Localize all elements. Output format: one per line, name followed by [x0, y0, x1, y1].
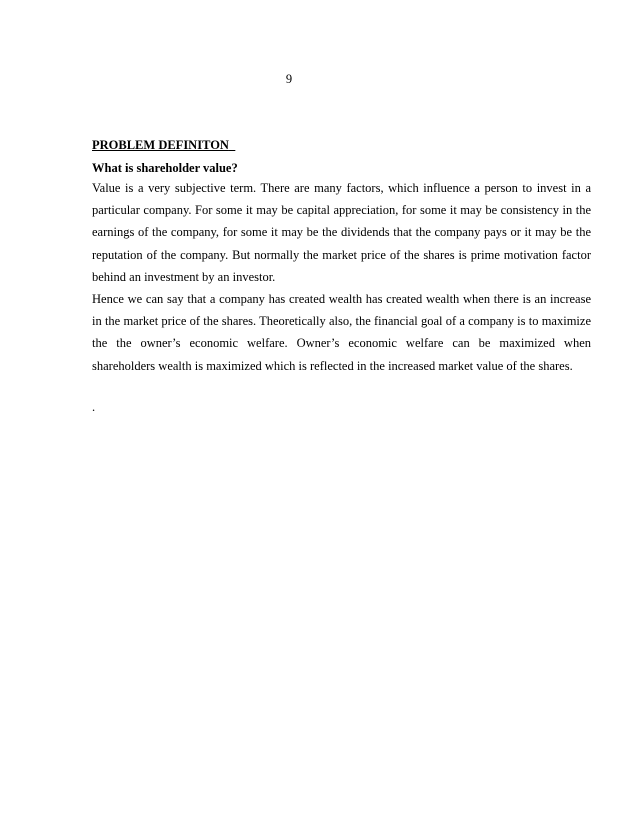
- trailing-period: .: [92, 399, 96, 414]
- question-heading: What is shareholder value?: [92, 161, 238, 175]
- document-body: [92, 137, 591, 415]
- section-heading: PROBLEM DEFINITON: [92, 138, 229, 152]
- paragraph: Value is a very subjective term. There are many factors, which influence a person to invest in a particular company. For some it may be capital appreciation, for some it may be consistency in the earnings of the company, for some it may be the dividends that the company pays or it may be the reputation of the company. But normally the market price of the shares is prime motivation factor behind an investment by an investor.: [92, 181, 591, 284]
- paragraph: Hence we can say that a company has created wealth has created wealth when there is an increase in the market price of the shares. Theoretically also, the financial goal of a company is to maximize the the owner’s economic welfare. Owner’s economic welfare can be maximized when shareholders wealth is maximized which is reflected in the increased market value of the shares.: [92, 292, 591, 373]
- page-number: 9: [285, 72, 293, 86]
